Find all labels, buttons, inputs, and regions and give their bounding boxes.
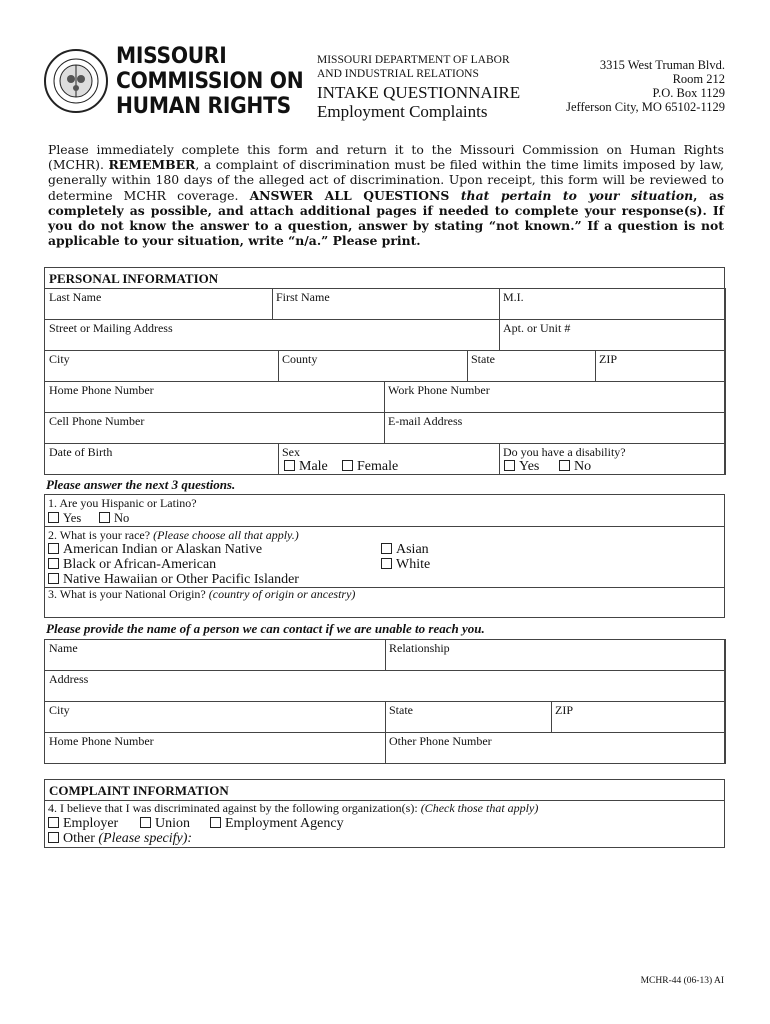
white-checkbox[interactable] [381,558,392,569]
hispanic-no-checkbox[interactable] [99,512,110,523]
race-white-option[interactable]: White [381,557,430,572]
form-code: MCHR-44 (06-13) AI [640,976,724,986]
q4-label: 4. I believe that I was discriminated against by the following organization(s): (Check those that apply) [48,801,539,815]
disability-field: Do you have a disability? Yes No [499,443,726,475]
home-phone-field[interactable]: Home Phone Number [44,381,385,413]
employment-agency-option[interactable]: Employment Agency [210,816,344,831]
contact-zip-field[interactable]: ZIP [551,701,726,733]
q3-label: 3. What is your National Origin? (country of origin or ancestry) [48,587,356,601]
q1-row: 1. Are you Hispanic or Latino? Yes No [44,494,725,527]
native-hawaiian-checkbox[interactable] [48,573,59,584]
q2-row [44,526,725,588]
q4-row [44,800,725,848]
middle-initial-field[interactable]: M.I. [499,288,726,320]
commission-logo-text: MISSOURI COMMISSION ON HUMAN RIGHTS [116,44,304,119]
personal-info-section [44,267,725,475]
sex-female-option[interactable]: Female [342,459,398,474]
hispanic-no-option[interactable]: No [99,511,129,526]
contact-relationship-field[interactable]: Relationship [385,639,726,671]
county-field[interactable]: County [278,350,468,382]
apt-unit-field[interactable]: Apt. or Unit # [499,319,726,351]
hispanic-yes-checkbox[interactable] [48,512,59,523]
mailing-address: 3315 West Truman Blvd. Room 212 P.O. Box 1129 Jefferson City, MO 65102-1129 [566,58,725,114]
other-checkbox[interactable] [48,832,59,843]
complaint-section-title: COMPLAINT INFORMATION [49,783,229,798]
contact-name-field[interactable]: Name [44,639,386,671]
contact-city-field[interactable]: City [44,701,386,733]
questions-heading: Please answer the next 3 questions. [46,477,236,492]
race-american-indian-option[interactable]: American Indian or Alaskan Native [48,542,262,557]
state-seal-logo [43,48,109,114]
complaint-info-section [44,779,725,848]
union-option[interactable]: Union [140,816,190,831]
date-of-birth-field[interactable]: Date of Birth [44,443,279,475]
contact-state-field[interactable]: State [385,701,552,733]
race-native-hawaiian-option[interactable]: Native Hawaiian or Other Pacific Islander [48,572,299,587]
demographic-questions-section [44,494,725,618]
male-checkbox[interactable] [284,460,295,471]
contact-heading: Please provide the name of a person we can contact if we are unable to reach you. [46,621,485,636]
national-origin-field[interactable] [44,587,725,618]
work-phone-field[interactable]: Work Phone Number [384,381,726,413]
section-title: PERSONAL INFORMATION [49,271,219,286]
state-field[interactable]: State [467,350,596,382]
race-black-option[interactable]: Black or African-American [48,557,216,572]
instructions-paragraph: Please immediately complete this form and return it to the Missouri Commission on Human Rights (MCHR). REMEMBER, a complaint of discrimination must be filed within the time limits imposed by law, generally within 180 days of the alleged act of discrimination. Upon receipt, this form will be reviewed to determine MCHR coverage. ANSWER ALL QUESTIONS that pertain to your situation, as completely as possible, and attach additional pages if needed to complete your response(s). If you do not know the answer to a question, answer by stating “not known.” If a question is not applicable to your situation, write “n/a.” Please print. [48,142,724,249]
female-checkbox[interactable] [342,460,353,471]
employer-checkbox[interactable] [48,817,59,828]
contact-person-section [44,639,725,764]
employer-option[interactable]: Employer [48,816,118,831]
form-title: INTAKE QUESTIONNAIRE Employment Complaints [317,83,521,121]
disability-no-option[interactable]: No [559,459,591,474]
hispanic-yes-option[interactable]: Yes [48,511,81,526]
sex-field: Sex Male Female [278,443,500,475]
q2-label: 2. What is your race? (Please choose all that apply.) [48,528,299,542]
contact-address-field[interactable]: Address [44,670,726,702]
department-name: MISSOURI DEPARTMENT OF LABOR AND INDUSTRIAL RELATIONS [317,54,510,80]
black-checkbox[interactable] [48,558,59,569]
asian-checkbox[interactable] [381,543,392,554]
zip-field[interactable]: ZIP [595,350,726,382]
disability-yes-option[interactable]: Yes [504,459,539,474]
first-name-field[interactable]: First Name [272,288,500,320]
cell-phone-field[interactable]: Cell Phone Number [44,412,385,444]
street-address-field[interactable]: Street or Mailing Address [44,319,500,351]
other-option[interactable]: Other (Please specify): [48,831,192,846]
email-field[interactable]: E-mail Address [384,412,726,444]
sex-male-option[interactable]: Male [284,459,328,474]
american-indian-checkbox[interactable] [48,543,59,554]
contact-other-phone-field[interactable]: Other Phone Number [385,732,726,764]
employment-agency-checkbox[interactable] [210,817,221,828]
city-field[interactable]: City [44,350,279,382]
contact-home-phone-field[interactable]: Home Phone Number [44,732,386,764]
last-name-field[interactable]: Last Name [44,288,273,320]
union-checkbox[interactable] [140,817,151,828]
disability-no-checkbox[interactable] [559,460,570,471]
disability-yes-checkbox[interactable] [504,460,515,471]
race-asian-option[interactable]: Asian [381,542,429,557]
